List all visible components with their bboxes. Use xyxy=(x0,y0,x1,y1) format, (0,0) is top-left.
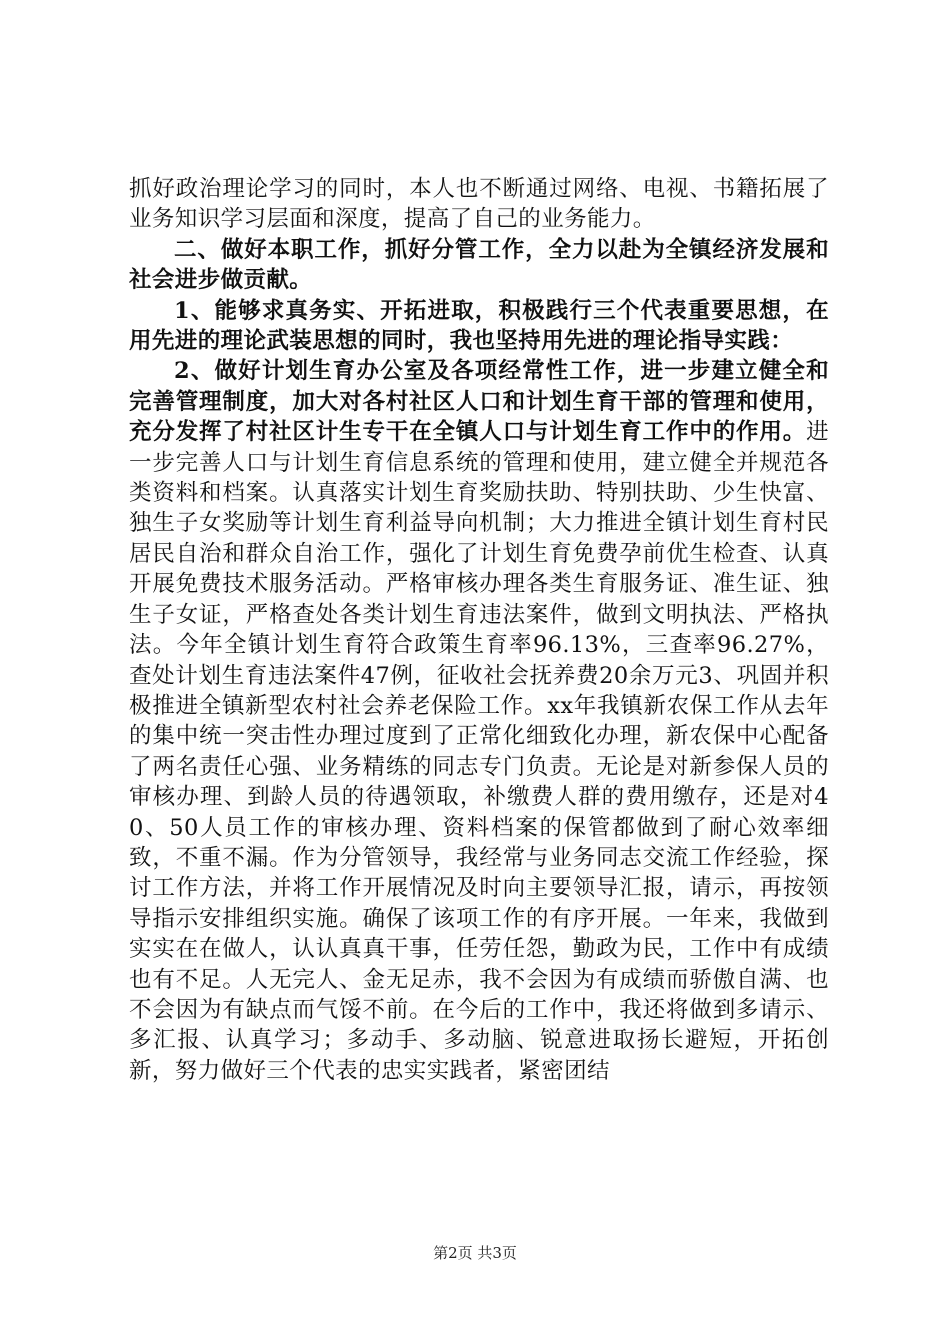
paragraph-item-2-body: 进一步完善人口与计划生育信息系统的管理和使用，建立健全并规范各类资料和档案。认真落实计划生育奖励扶助、特别扶助、少生快富、独生子女奖励等计划生育利益导向机制；大力推进全镇计划生育村民居民自治和群众自治工作，强化了计划生育免费孕前优生检查、认真开展免费技术服务活动。严格审核办理各类生育服务证、准生证、独生子女证，严格查处各类计划生育违法案件，做到文明执法、严格执法。今年全镇计划生育符合政策生育率96.13%，三查率96.27%，查处计划生育违法案件47例，征收社会抚养费20余万元3、巩固并积极推进全镇新型农村社会养老保险工作。xx年我镇新农保工作从去年的集中统一突击性办理过度到了正常化细致化办理，新农保中心配备了两名责任心强、业务精练的同志专门负责。无论是对新参保人员的审核办理、到龄人员的待遇领取，补缴费人群的费用缴存，还是对40、50人员工作的审核办理、资料档案的保管都做到了耐心效率细致，不重不漏。作为分管领导，我经常与业务同志交流工作经验，探讨工作方法，并将工作开展情况及时向主要领导汇报，请示，再按领导指示安排组织实施。确保了该项工作的有序开展。一年来，我做到实实在在做人，认认真真干事，任劳任怨，勤政为民，工作中有成绩也有不足。人无完人、金无足赤，我不会因为有成绩而骄傲自满、也不会因为有缺点而气馁不前。在今后的工作中，我还将做到多请示、多汇报、认真学习；多动手、多动脑、锐意进取扬长避短，开拓创新，努力做好三个代表的忠实实践者，紧密团结 xyxy=(129,419,829,1084)
paragraph-item-2 xyxy=(129,356,829,1086)
page-number-label: 第2页 共3页 xyxy=(433,1244,517,1262)
paragraph-continuation: 抓好政治理论学习的同时，本人也不断通过网络、电视、书籍拓展了业务知识学习层面和深度，提高了自己的业务能力。 xyxy=(129,176,829,233)
paragraph-item-1: 1、能够求真务实、开拓进取，积极践行三个代表重要思想，在用先进的理论武装思想的同时，我也坚持用先进的理论指导实践： xyxy=(129,297,829,355)
section-heading: 二、做好本职工作，抓好分管工作，全力以赴为全镇经济发展和社会进步做贡献。 xyxy=(129,236,829,294)
paragraph-item-2-lead: 2、做好计划生育办公室及各项经常性工作，进一步建立健全和完善管理制度，加大对各村社区人口和计划生育干部的管理和使用，充分发挥了村社区计生专干在全镇人口与计划生育工作中的作用。 xyxy=(129,358,829,446)
document-body xyxy=(129,174,829,1086)
page-footer xyxy=(0,1243,950,1263)
